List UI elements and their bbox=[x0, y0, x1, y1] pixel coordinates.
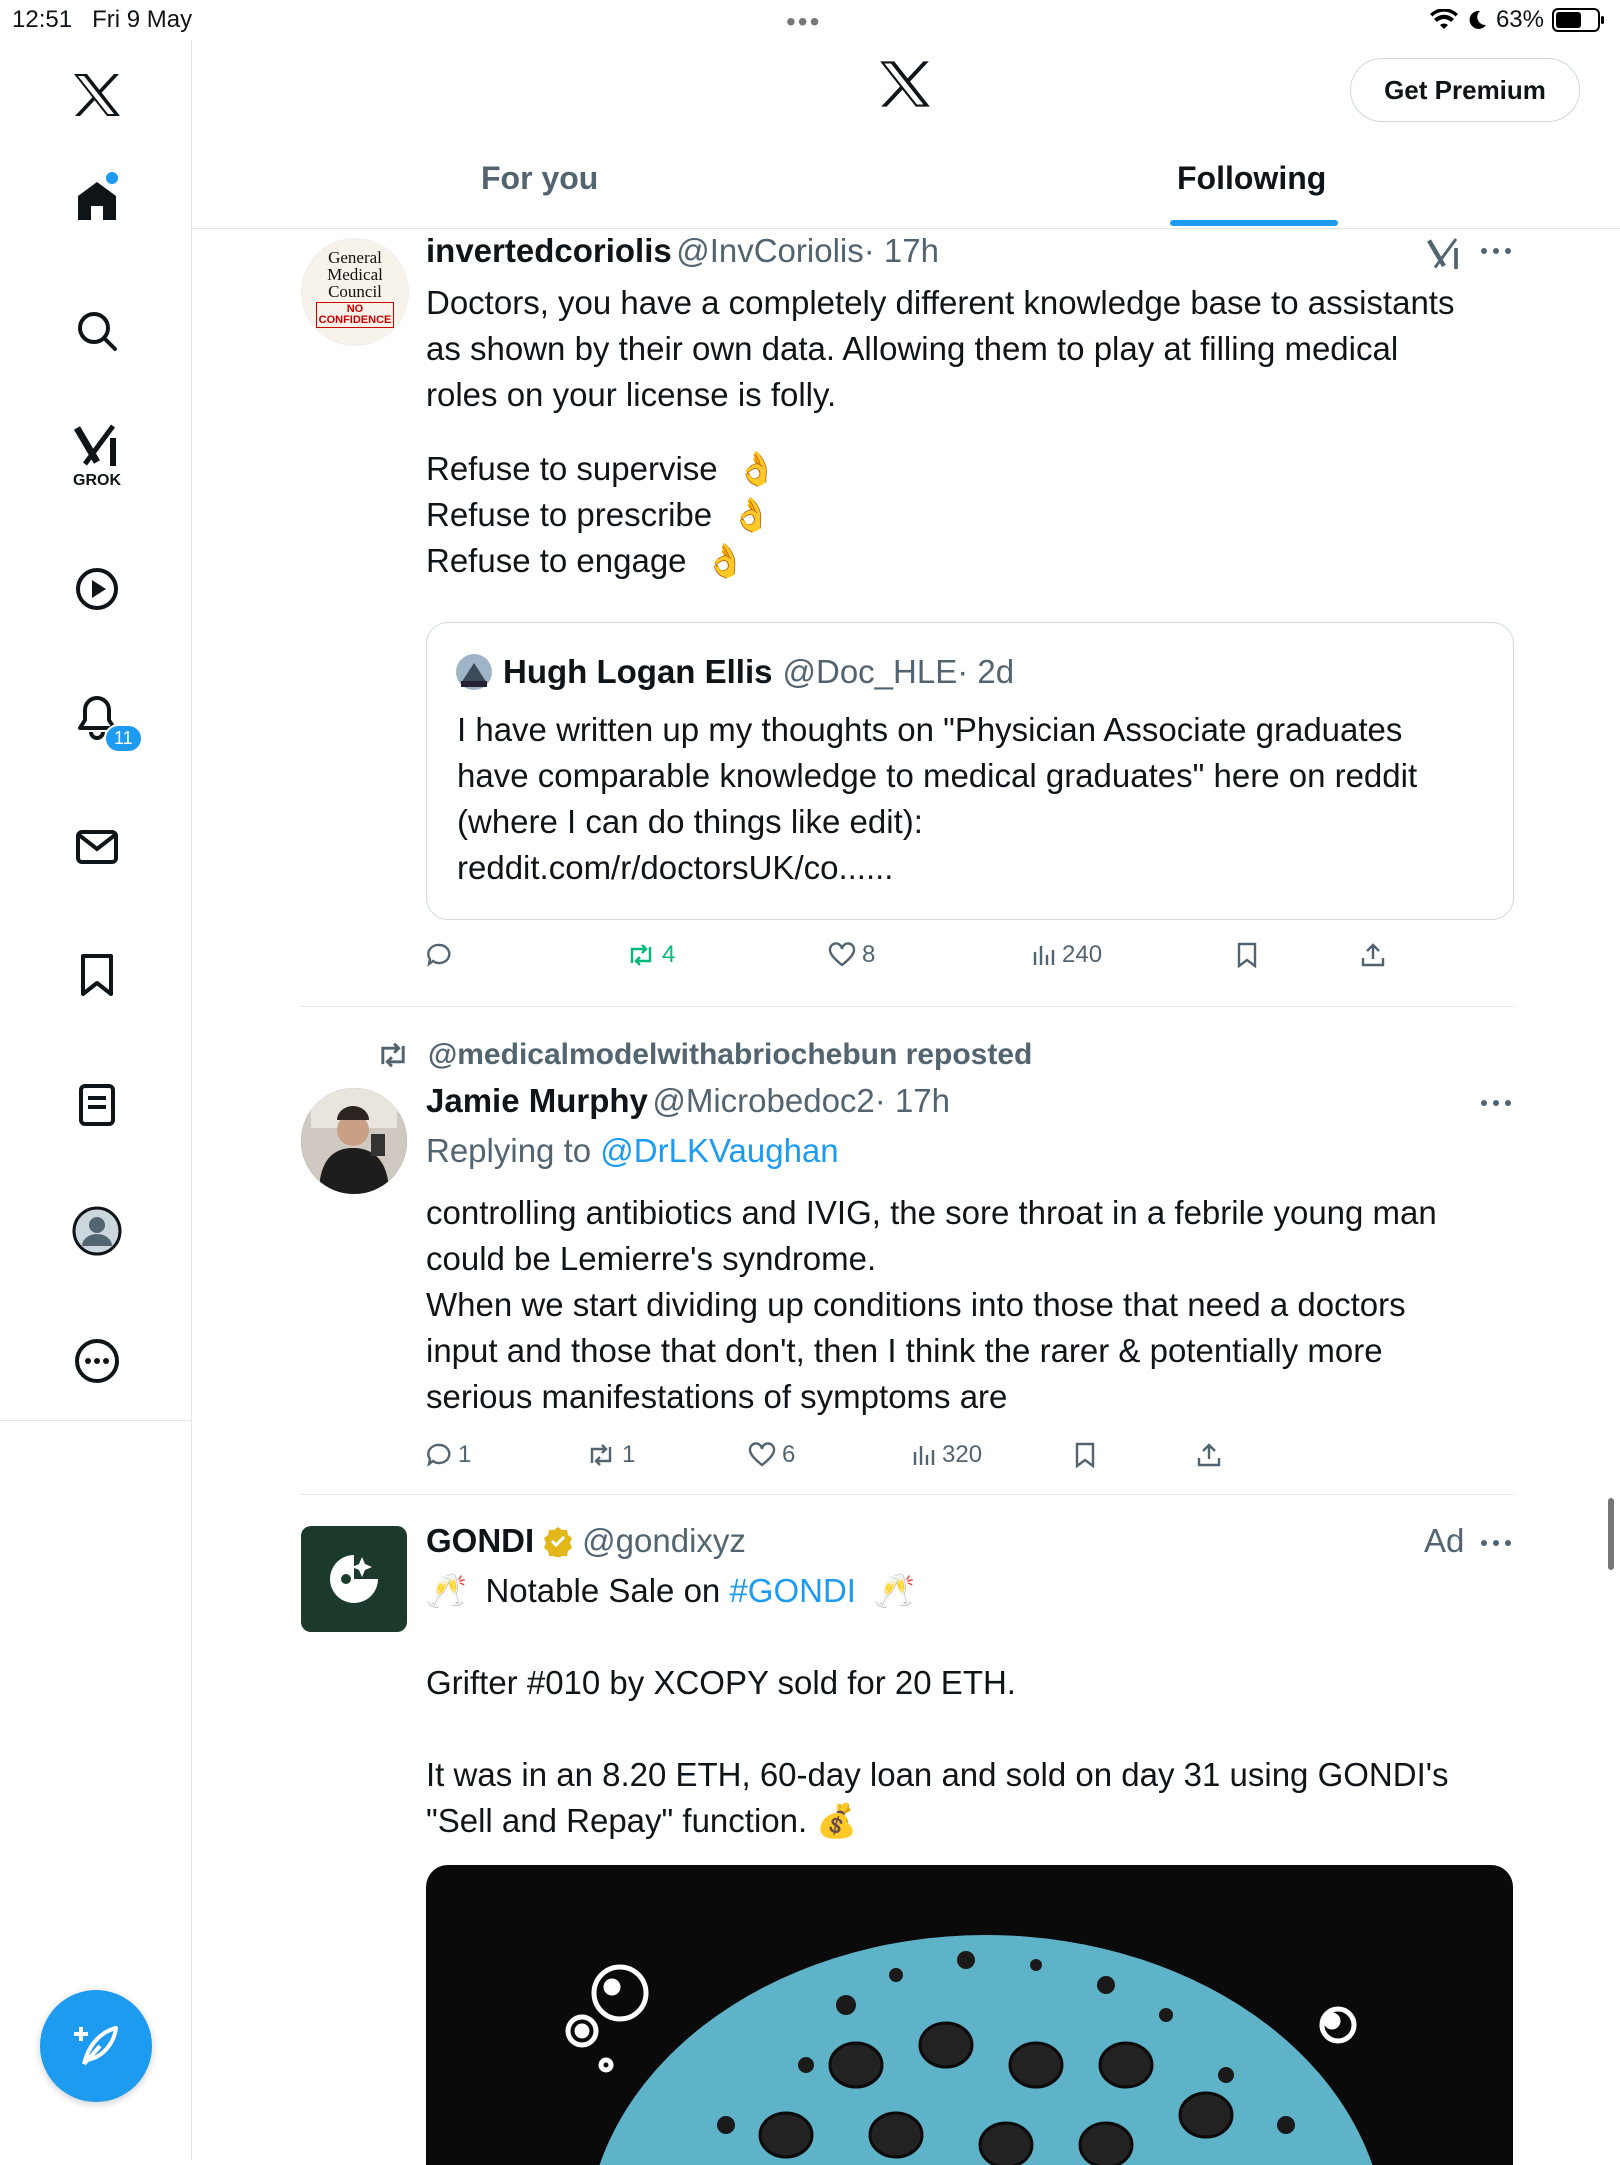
replying-to-link[interactable]: @DrLKVaughan bbox=[600, 1132, 839, 1169]
tweet-text-line: input and those that don't, then I think the rarer & potentially more bbox=[426, 1332, 1383, 1369]
get-premium-button[interactable]: Get Premium bbox=[1350, 58, 1580, 122]
emoji: 🥂 bbox=[874, 1572, 916, 1609]
grok-icon bbox=[73, 424, 121, 468]
share-icon bbox=[1360, 942, 1386, 968]
reply-button[interactable] bbox=[426, 1441, 471, 1469]
sidebar-item-profile[interactable] bbox=[62, 1196, 132, 1266]
repost-count: 1 bbox=[622, 1441, 636, 1468]
scrollbar[interactable] bbox=[1608, 1498, 1614, 1570]
bookmark-button[interactable] bbox=[1074, 1442, 1096, 1468]
repost-button[interactable] bbox=[586, 1441, 635, 1469]
replying-prefix: Replying to bbox=[426, 1132, 601, 1169]
bookmark-icon bbox=[1074, 1442, 1096, 1468]
header-divider bbox=[192, 228, 1620, 229]
tweet-time[interactable]: · 17h bbox=[863, 232, 939, 269]
tweet-author-handle[interactable]: @Microbedoc2 bbox=[652, 1082, 875, 1119]
tab-for-you[interactable]: For you bbox=[481, 160, 599, 196]
list-icon bbox=[77, 1083, 117, 1127]
quoted-text bbox=[457, 707, 1417, 891]
tweet-text-line: When we start dividing up conditions into those that need a doctors bbox=[426, 1286, 1406, 1323]
tweet-text-line: serious manifestations of symptoms are bbox=[426, 1378, 1008, 1415]
play-icon bbox=[75, 567, 119, 611]
sidebar-item-explore[interactable] bbox=[62, 296, 132, 366]
tab-active-indicator bbox=[1170, 220, 1338, 226]
tab-following[interactable]: Following bbox=[1177, 160, 1327, 196]
tweet-avatar[interactable] bbox=[301, 1526, 407, 1632]
battery-percent: 63% bbox=[1495, 6, 1544, 33]
like-count: 8 bbox=[862, 941, 876, 968]
tweet-header bbox=[426, 1522, 746, 1560]
more-options-icon[interactable] bbox=[1480, 246, 1512, 256]
quoted-tweet-time: · 2d bbox=[957, 653, 1015, 690]
avatar-text: Medical bbox=[327, 265, 383, 284]
share-icon bbox=[1196, 1442, 1222, 1468]
more-options-icon[interactable] bbox=[1480, 1098, 1512, 1108]
reply-icon bbox=[426, 942, 452, 968]
quoted-tweet[interactable] bbox=[426, 622, 1514, 920]
tweet-author-handle[interactable]: @InvCoriolis bbox=[676, 232, 864, 269]
tweet-text-line: roles on your license is folly. bbox=[426, 376, 837, 413]
tweet-actions bbox=[0, 940, 1620, 970]
repost-label[interactable]: @medicalmodelwithabriochebun reposted bbox=[428, 1038, 1033, 1071]
like-button[interactable] bbox=[828, 941, 875, 969]
home-unread-dot bbox=[106, 172, 118, 184]
quoted-text-line: reddit.com/r/doctorsUK/co...... bbox=[457, 849, 894, 886]
views-icon bbox=[1032, 944, 1056, 966]
more-circle-icon bbox=[74, 1338, 120, 1384]
sidebar-item-grok[interactable] bbox=[62, 422, 132, 492]
status-right bbox=[1430, 6, 1600, 34]
x-logo-icon bbox=[878, 58, 932, 110]
views-icon bbox=[912, 1444, 936, 1466]
tweet-author-name[interactable]: Jamie Murphy bbox=[426, 1082, 648, 1119]
views-button[interactable] bbox=[1032, 941, 1102, 969]
avatar-stamp-text: CONFIDENCE bbox=[318, 314, 392, 326]
tweet-header bbox=[426, 1082, 950, 1120]
emoji: 👌 bbox=[704, 542, 746, 579]
tweet-text-line: Doctors, you have a completely different knowledge base to assistants bbox=[426, 284, 1455, 321]
search-icon bbox=[75, 309, 119, 353]
status-time: 12:51 Fri 9 May bbox=[12, 6, 193, 33]
view-count: 320 bbox=[942, 1441, 983, 1468]
notifications-badge: 11 bbox=[104, 724, 143, 753]
tweet-text-line: as shown by their own data. Allowing them to play at filling medical bbox=[426, 330, 1399, 367]
tweet-avatar[interactable] bbox=[301, 1088, 407, 1194]
repost-icon bbox=[626, 943, 656, 967]
tweet-text bbox=[426, 280, 1454, 584]
tweet-author-name[interactable]: GONDI bbox=[426, 1522, 535, 1559]
tweet-author-handle[interactable]: @gondixyz bbox=[582, 1522, 746, 1559]
avatar-stamp-text: NO bbox=[346, 303, 364, 315]
profile-avatar-icon bbox=[72, 1206, 122, 1256]
reply-button[interactable] bbox=[426, 942, 452, 968]
replying-to bbox=[426, 1132, 839, 1170]
heart-icon bbox=[828, 942, 856, 968]
tweet-actions bbox=[0, 1440, 1620, 1470]
tweet-text bbox=[426, 1190, 1437, 1420]
tweet-text-line: Refuse to prescribe 👌 bbox=[426, 496, 772, 533]
sidebar-item-more[interactable] bbox=[62, 1326, 132, 1396]
home-icon bbox=[74, 178, 120, 224]
mail-icon bbox=[75, 827, 119, 867]
gondi-logo-icon bbox=[326, 1551, 382, 1607]
view-count: 240 bbox=[1062, 941, 1103, 968]
quoted-author-handle: @Doc_HLE bbox=[782, 653, 958, 690]
tweet-divider bbox=[301, 1006, 1514, 1007]
more-options-icon[interactable] bbox=[1480, 1538, 1512, 1548]
tweet-text-line: Grifter #010 by XCOPY sold for 20 ETH. bbox=[426, 1664, 1016, 1701]
emoji: 👌 bbox=[736, 450, 778, 487]
tweet-text-line: It was in an 8.20 ETH, 60-day loan and sold on day 31 using GONDI's bbox=[426, 1756, 1449, 1793]
quoted-text-line: have comparable knowledge to medical graduates" here on reddit bbox=[457, 757, 1418, 794]
moon-icon bbox=[1466, 9, 1488, 31]
repost-context bbox=[376, 1038, 1032, 1072]
tweet-author-name[interactable]: invertedcoriolis bbox=[426, 232, 672, 269]
grok-icon[interactable] bbox=[1426, 236, 1462, 272]
quoted-avatar bbox=[455, 653, 493, 691]
tweet-text-line: Refuse to supervise 👌 bbox=[426, 450, 778, 487]
tweet-text-line: 🥂 Notable Sale on #GONDI 🥂 bbox=[426, 1572, 916, 1609]
tweet-avatar[interactable] bbox=[301, 238, 409, 346]
repost-icon bbox=[586, 1443, 616, 1467]
avatar-text: Council bbox=[328, 282, 382, 301]
emoji: 💰 bbox=[816, 1802, 858, 1839]
share-button[interactable] bbox=[1196, 1442, 1222, 1468]
tweet-text-line: Refuse to engage 👌 bbox=[426, 542, 746, 579]
header-x-logo[interactable] bbox=[878, 58, 932, 115]
sidebar-item-video[interactable] bbox=[62, 554, 132, 624]
like-count: 6 bbox=[782, 1441, 796, 1468]
tweet-text bbox=[426, 1568, 1449, 1844]
compose-feather-icon bbox=[70, 2020, 122, 2072]
sidebar-item-lists[interactable] bbox=[62, 1070, 132, 1140]
compose-button[interactable] bbox=[40, 1990, 152, 2102]
share-button[interactable] bbox=[1360, 942, 1386, 968]
quoted-text-line: (where I can do things like edit): bbox=[457, 803, 923, 840]
status-bar bbox=[0, 0, 1620, 40]
reply-icon bbox=[426, 1442, 452, 1468]
tweet-media-image[interactable] bbox=[426, 1865, 1513, 2165]
sidebar bbox=[0, 40, 192, 2160]
quoted-author-name: Hugh Logan Ellis bbox=[503, 653, 773, 690]
sidebar-item-messages[interactable] bbox=[62, 812, 132, 882]
repost-count: 4 bbox=[662, 941, 676, 968]
battery-icon bbox=[1552, 8, 1600, 32]
reply-count: 1 bbox=[458, 1441, 472, 1468]
emoji: 👌 bbox=[730, 496, 772, 533]
tweet-time[interactable]: · 17h bbox=[874, 1082, 951, 1119]
repost-button[interactable] bbox=[626, 941, 675, 969]
sidebar-divider bbox=[0, 1420, 191, 1421]
like-button[interactable] bbox=[748, 1441, 795, 1469]
tweet-header bbox=[426, 232, 939, 270]
emoji: 🥂 bbox=[426, 1572, 468, 1609]
tweet-text-line: could be Lemierre's syndrome. bbox=[426, 1240, 877, 1277]
grok-label: GROK bbox=[73, 472, 121, 489]
tweet-text-line: controlling antibiotics and IVIG, the sore throat in a febrile young man bbox=[426, 1194, 1437, 1231]
verified-gold-icon bbox=[542, 1525, 574, 1557]
hashtag-link[interactable]: #GONDI bbox=[729, 1572, 856, 1609]
nft-artwork bbox=[426, 1865, 1513, 2165]
tweet-text-line: "Sell and Repay" function. 💰 bbox=[426, 1802, 858, 1839]
views-button[interactable] bbox=[912, 1441, 982, 1469]
quoted-text-line: I have written up my thoughts on "Physician Associate graduates bbox=[457, 711, 1403, 748]
sidebar-item-home[interactable] bbox=[62, 166, 132, 236]
tweet-divider bbox=[301, 1494, 1514, 1495]
multitasking-dots[interactable]: ••• bbox=[786, 6, 822, 37]
bookmark-icon bbox=[1236, 942, 1258, 968]
repost-icon bbox=[376, 1041, 410, 1069]
avatar-text: General bbox=[328, 248, 382, 267]
bookmark-button[interactable] bbox=[1236, 942, 1258, 968]
ad-label: Ad bbox=[1424, 1522, 1465, 1559]
wifi-icon bbox=[1430, 9, 1458, 31]
avatar-photo bbox=[301, 1088, 407, 1194]
heart-icon bbox=[748, 1442, 776, 1468]
x-logo-nav[interactable] bbox=[62, 60, 132, 130]
x-logo-icon bbox=[72, 72, 122, 118]
battery-fill bbox=[1556, 12, 1581, 28]
